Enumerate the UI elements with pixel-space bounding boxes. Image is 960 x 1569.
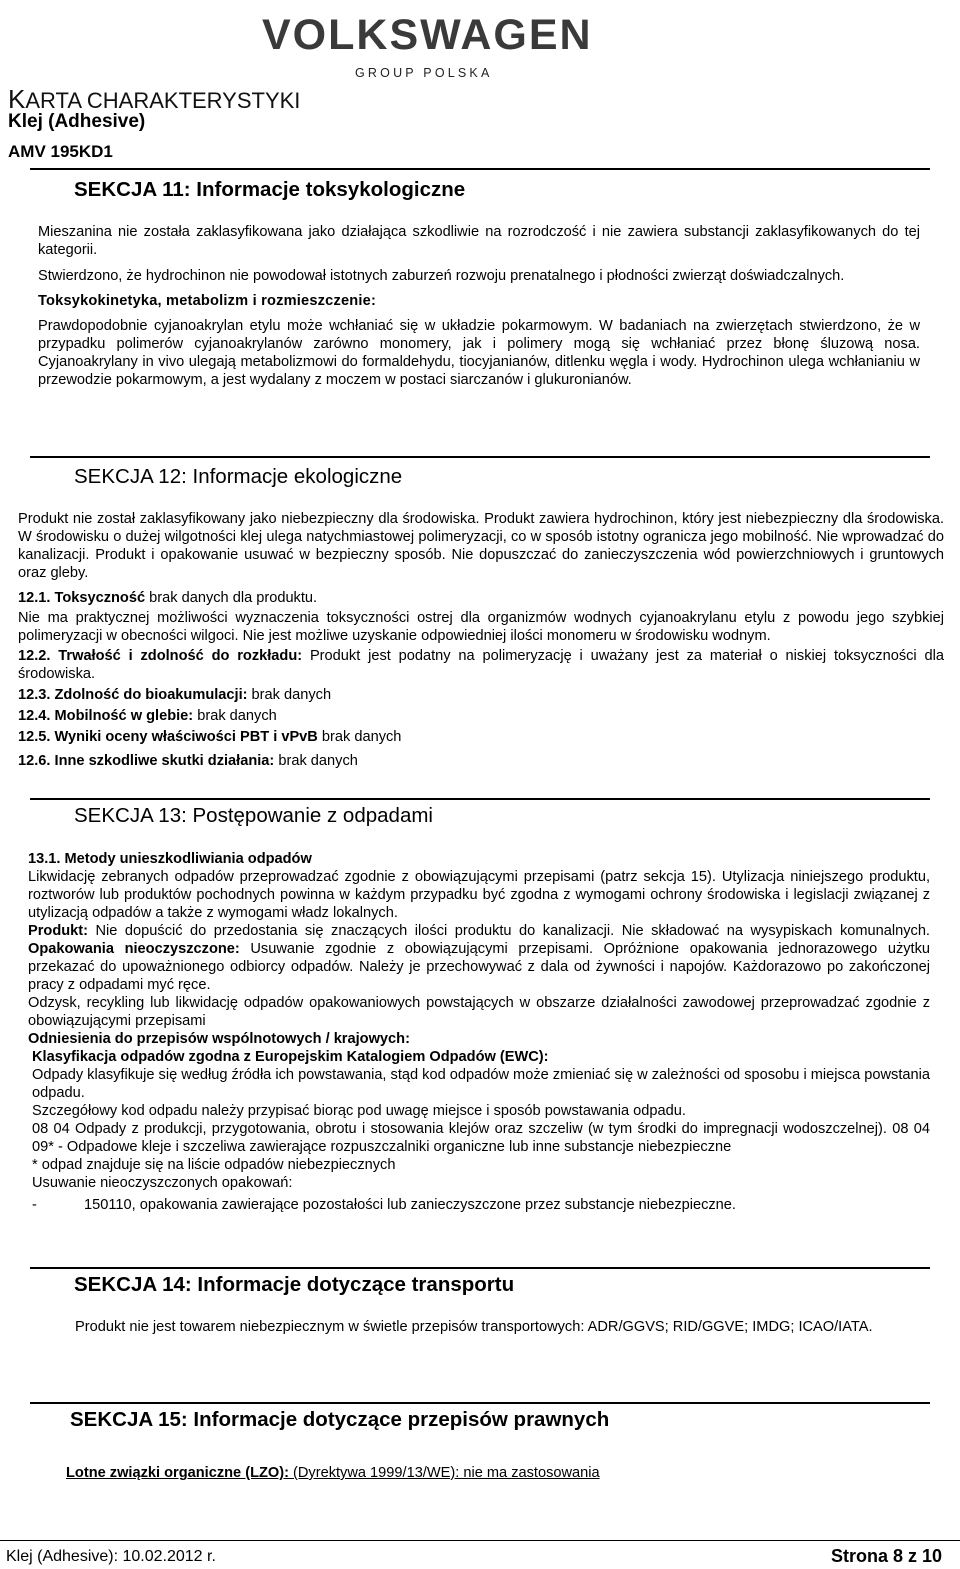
s13-product-text: Nie dopuścić do przedostania się znaczących ilości produktu do kanalizacji. Nie składować na wysypiskach komunalnych.	[88, 923, 930, 939]
section-divider	[30, 1267, 930, 1269]
section-divider	[30, 168, 930, 170]
s13-paragraph-3: Odzysk, recykling lub likwidację odpadów opakowaniowych powstających w obszarze działalności zawodowej przeprowadzać zgodnie z obowiązującymi przepisami	[28, 995, 930, 1029]
section-divider	[30, 798, 930, 800]
s12-item-6-label: 12.6. Inne szkodliwe skutki działania:	[18, 753, 275, 769]
s11-paragraph-3: Prawdopodobnie cyjanoakrylan etylu może wchłaniać się w układzie pokarmowym. W badaniach na zwierzętach stwierdzono, że w przypadku polimerów cyjanoakrylanów zarówno monomery, jak i polimery mogą się wchłaniać przez błonę śluzową nosa. Cyjanoakrylany in vivo ulegają metabolizmowi do formaldehydu, tiocyjanianów, ditlenku węgla i wody. Hydrochinon ulega wchłanianiu w przewodzie pokarmowym, a jest wydalany z moczem w postaci siarczanów i glukuronianów.	[38, 318, 920, 388]
s15-lzo-label: Lotne związki organiczne (LZO):	[66, 1465, 289, 1481]
s12-item-1	[18, 589, 944, 607]
s12-item-1-detail: Nie ma praktycznej możliwości wyznaczenia toksyczności ostrej dla organizmów wodnych cyjanoakrylanu etylu z powodu jego szybkiej polimeryzacji w obecności wilgoci. Nie jest możliwe uzyskanie odpowiedniej ilości monomeru w środowisku wodnym.	[18, 610, 944, 644]
s11-paragraph-1: Mieszanina nie została zaklasyfikowana jako działająca szkodliwie na rozrodczość i nie zawiera substancji zaklasyfikowanych do tej kategorii.	[38, 224, 920, 258]
s13-paragraph-6: 08 04 Odpady z produkcji, przygotowania, obrotu i stosowania klejów oraz szczeliw (w tym środki do impregnacji wodoszczelnej). 08 04 09* - Odpadowe kleje i szczeliwa zawierające rozpuszczalniki organiczne lub inne substancje niebezpieczne	[32, 1121, 930, 1155]
s12-item-4	[18, 707, 944, 725]
footer-document-date: Klej (Adhesive): 10.02.2012 r.	[6, 1548, 216, 1565]
s13-list-text: 150110, opakowania zawierające pozostałości lub zanieczyszczone przez substancje niebezpieczne.	[84, 1197, 736, 1213]
brand-subtitle: GROUP POLSKA	[355, 66, 493, 80]
section-13-body	[28, 850, 930, 1214]
s12-item-2	[18, 647, 944, 683]
footer-divider	[0, 1540, 960, 1541]
section-15-body	[66, 1464, 936, 1482]
section-divider	[30, 456, 930, 458]
section-13-title: SEKCJA 13: Postępowanie z odpadami	[74, 804, 433, 827]
document-title-initial: K	[8, 84, 26, 114]
s13-subheading-3: Klasyfikacja odpadów zgodna z Europejskim Katalogiem Odpadów (EWC):	[32, 1049, 549, 1065]
section-12-title: SEKCJA 12: Informacje ekologiczne	[74, 465, 403, 488]
section-11-body	[38, 223, 920, 389]
s12-item-4-text: brak danych	[193, 708, 277, 724]
section-14-title: SEKCJA 14: Informacje dotyczące transportu	[74, 1273, 515, 1296]
section-11-title: SEKCJA 11: Informacje toksykologiczne	[74, 178, 466, 201]
s15-lzo-text: (Dyrektywa 1999/13/WE): nie ma zastosowania	[288, 1465, 600, 1481]
s13-packaging-text: Usuwanie zgodnie z obowiązującymi przepisami. Opróżnione opakowania jednorazowego użytku przekazać do upoważnionego odbiorcy odpadów. Należy je przechowywać z dala od żywności i napojów. Każdorazowo po zakończonej pracy z odpadami myć ręce.	[28, 941, 931, 993]
section-divider	[30, 1402, 930, 1404]
document-title-rest: ARTA CHARAKTERYSTYKI	[25, 88, 301, 113]
s13-list-item	[32, 1196, 930, 1214]
section-15-title: SEKCJA 15: Informacje dotyczące przepisów prawnych	[70, 1408, 610, 1431]
footer-page-number: Strona 8 z 10	[830, 1546, 942, 1566]
s12-item-3-text: brak danych	[247, 687, 332, 703]
s13-paragraph-8: Usuwanie nieoczyszczonych opakowań:	[32, 1175, 293, 1191]
s12-item-1-text: brak danych dla produktu.	[145, 590, 318, 606]
s13-paragraph-5: Szczegółowy kod odpadu należy przypisać biorąc pod uwagę miejsce i sposób powstawania odpadu.	[32, 1103, 686, 1119]
s13-paragraph-4: Odpady klasyfikuje się według źródła ich powstawania, stąd kod odpadów może zmieniać się w zależności od sposobu i miejsca powstania odpadu.	[32, 1067, 930, 1101]
s15-lzo-line	[66, 1464, 936, 1482]
s13-paragraph-1: Likwidację zebranych odpadów przeprowadzać zgodnie z obowiązującymi przepisami (patrz sekcja 15). Utylizacja niniejszego produktu, roztworów lub produktów pochodnych powinna w każdym przypadku być zgodna z wymogami ochrony środowiska i legislacji związanej z utylizacją odpadów a także z wymogami władz lokalnych.	[28, 869, 930, 921]
s12-item-6	[18, 752, 944, 770]
brand-logo: VOLKSWAGEN	[262, 11, 593, 59]
s12-item-2-label: 12.2. Trwałość i zdolność do rozkładu:	[18, 648, 303, 664]
s13-subheading-2: Odniesienia do przepisów wspólnotowych / krajowych:	[28, 1031, 410, 1047]
s14-paragraph-1: Produkt nie jest towarem niebezpiecznym w świetle przepisów transportowych: ADR/GGVS; RID/GGVE; IMDG; ICAO/IATA.	[75, 1319, 873, 1335]
s13-paragraph-2	[28, 922, 930, 994]
s13-subheading-1: 13.1. Metody unieszkodliwiania odpadów	[28, 851, 312, 867]
s12-item-3	[18, 686, 944, 704]
s11-paragraph-2: Stwierdzono, że hydrochinon nie powodował istotnych zaburzeń rozwoju prenatalnego i płodności zwierząt doświadczalnych.	[38, 268, 845, 284]
section-12-body	[18, 510, 944, 770]
s13-paragraph-7: * odpad znajduje się na liście odpadów niebezpiecznych	[32, 1157, 396, 1173]
s13-packaging-label: Opakowania nieoczyszczone:	[28, 941, 240, 957]
product-name: Klej (Adhesive)	[8, 111, 146, 132]
s13-list-dash: -	[32, 1197, 37, 1213]
s11-subheading: Toksykokinetyka, metabolizm i rozmieszczenie:	[38, 293, 377, 309]
section-14-body	[75, 1318, 944, 1336]
s12-item-5	[18, 728, 944, 746]
s12-item-3-label: 12.3. Zdolność do bioakumulacji:	[18, 687, 248, 703]
s12-item-5-label: 12.5. Wyniki oceny właściwości PBT i vPvB	[18, 729, 318, 745]
s12-intro: Produkt nie został zaklasyfikowany jako niebezpieczny dla środowiska. Produkt zawiera hydrochinon, który jest niebezpieczny dla środowiska. W środowisku o dużej wilgotności klej ulega natychmiastowej polimeryzacji, co w sposób istotny ogranicza jego mobilność. Nie wprowadzać do kanalizacji. Produkt i opakowanie usuwać w bezpieczny sposób. Nie dopuszczać do zanieczyszczenia wód powierzchniowych i gruntowych oraz gleby.	[18, 511, 944, 581]
s12-item-6-text: brak danych	[274, 753, 358, 769]
s12-item-4-label: 12.4. Mobilność w glebie:	[18, 708, 194, 724]
product-code: AMV 195KD1	[8, 142, 113, 161]
s12-item-2-text: Produkt jest podatny na polimeryzację i uważany jest za materiał o niskiej toksyczności dla środowiska.	[18, 648, 944, 682]
document-title	[8, 86, 300, 114]
s12-item-1-label: 12.1. Toksyczność	[18, 590, 146, 606]
s13-product-label: Produkt:	[28, 923, 88, 939]
s12-item-5-text: brak danych	[317, 729, 402, 745]
